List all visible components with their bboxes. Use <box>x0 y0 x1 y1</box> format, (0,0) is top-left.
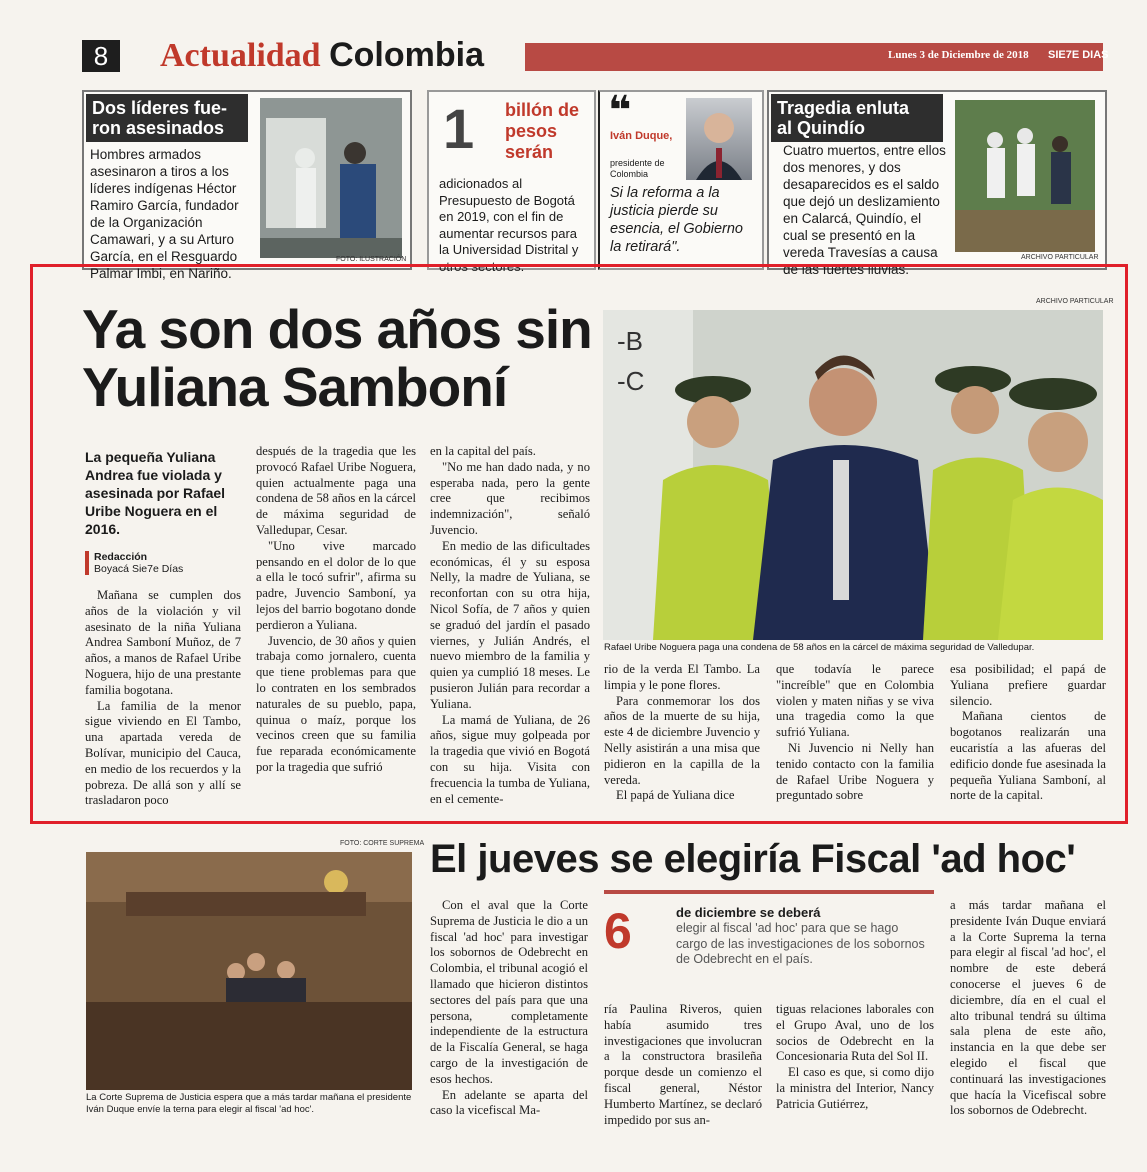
quote-speaker: Iván Duque, <box>610 130 673 142</box>
main-photo-credit: ARCHIVO PARTICULAR <box>1036 298 1114 305</box>
forensic-scene-image <box>260 98 402 258</box>
main-col-5 <box>776 662 934 804</box>
quote-text: Si la reforma a la justicia pierde su esencia, el Gobierno la retirará". <box>610 185 743 255</box>
main-col-2-paragraph: después de la tragedia que les provocó Rafael Uribe Noguera, quien actualmente paga una condena de 58 años en la cárcel de máxima seguridad de Valledupar, Cesar. <box>256 444 416 537</box>
section-title-first: Actualidad <box>160 37 321 74</box>
main-col-2-paragraph: Juvencio, de 30 años y quien trabaja como jornalero, cuenta que tiene problemas para que lo contraten en los sembrados naturales de su pueblo, papa, quinua o maíz, porque los vecinos creen que su familia fue reparada económicamente por la tragedia que sufrió <box>256 633 416 774</box>
page-number: 8 <box>82 40 120 72</box>
bottom-col-4 <box>950 898 1106 1119</box>
supreme-court-photo-image <box>86 852 412 1090</box>
byline <box>94 551 183 575</box>
main-col-3-paragraph: La mamá de Yuliana, de 26 años, sigue muy golpeada por la tragedia que vivió en Bogotá con su hija. Visita con frecuencia la tumba de Yuliana, en el cemente- <box>430 712 590 806</box>
brief-lideres-photo <box>260 98 402 258</box>
brief-quote-box <box>598 90 764 270</box>
main-col-4-paragraph: El papá de Yuliana dice <box>616 788 735 803</box>
brief-lideres-title <box>86 94 248 142</box>
bottom-headline: El jueves se elegiría Fiscal 'ad hoc' <box>430 837 1076 881</box>
fact-bold: de diciembre se deberá <box>676 905 821 920</box>
brief-lideres-photo-credit: FOTO: ILUSTRACIÓN <box>336 256 407 263</box>
brief-presupuesto-highlight: billón de pesos serán <box>505 100 579 162</box>
bottom-col-3 <box>776 1002 934 1113</box>
main-col-2 <box>256 444 416 776</box>
section-title-second: Colombia <box>329 36 484 74</box>
quote-mark-icon: ❝ <box>608 89 632 133</box>
bottom-col-3-paragraph: El caso es que, si como dijo la ministra del Interior, Nancy Patricia Gutiérrez, <box>776 1065 934 1111</box>
brief-presupuesto-box <box>427 90 596 274</box>
main-col-6-paragraph: Mañana cientos de bogotanos realizarán una eucaristía a las afueras del edificio donde fue asesinada la pequeña Yuliana Samboní, al norte de la capital. <box>950 709 1106 803</box>
brief-presupuesto-text: adicionados al Presupuesto de Bogotá en 2019, con el fin de aumentar recursos para la Universidad Distrital y otros sectores. <box>439 176 579 274</box>
main-col-4-paragraph: Para conmemorar los dos años de la muerte de su hija, este 4 de diciembre Juvencio y Nelly asistirán a una misa que pidieron en la capilla de la vereda. <box>604 693 760 787</box>
svg-text:-B: -B <box>617 326 643 356</box>
svg-text:-C: -C <box>617 366 645 396</box>
bottom-col-1 <box>430 898 588 1119</box>
fact-text: elegir al fiscal 'ad hoc' para que se hago cargo de las investigaciones de los sobornos de Odebrecht en el país. <box>676 921 925 966</box>
main-col-2-paragraph: "Uno vive marcado pensando en el dolor de lo que a ella le tocó sufrir", afirma su padre, Juvencio Samboní, ya lejos del barrio bogotano donde perdieron a Yuliana. <box>256 538 416 632</box>
main-col-1-paragraph: La familia de la menor sigue viviendo en El Tambo, una apartada vereda de Bolívar, municipio del Cauca, en medio de los recuerdos y la pobreza. De allá son y allí se trasladaron poco <box>85 698 241 808</box>
brief-lideres-title-line1: Dos líderes fue- <box>92 98 228 118</box>
bottom-col-3-paragraph: tiguas relaciones laborales con el Grupo Aval, uno de los socios de Odebrecht en la Concesionaria Ruta del Sol II. <box>776 1002 934 1064</box>
main-col-3-paragraph: En medio de las dificultades económicas, él y su esposa Nelly, la madre de Yuliana, se reconfortan con su otra hija, Nicol Sofía, de 7 años y quien se graduó del jardín el pasado viernes, y Julián Andrés, el nuevo miembro de la familia y quien ya cumplió 18 meses. Le pusieron Julián para recordar a Yuliana. <box>430 538 590 711</box>
main-headline-line1: Ya son dos años sin <box>82 298 592 360</box>
brief-lideres-title-line2: ron asesinados <box>92 118 225 138</box>
arrest-photo-image <box>603 310 1103 640</box>
main-headline-line2: Yuliana Samboní <box>82 356 508 418</box>
rescue-scene-image <box>955 100 1095 252</box>
main-deck: La pequeña Yuliana Andrea fue violada y asesinada por Rafael Uribe Noguera en el 2016. <box>85 449 226 537</box>
bottom-photo <box>86 852 412 1090</box>
main-col-5-paragraph: que todavía le parece "increíble" que en Colombia violen y maten niñas y se viva una tragedia como la que sufrió Yuliana. <box>776 662 934 740</box>
bottom-col-2 <box>604 1002 762 1128</box>
header-brand: SIE7E DIAS <box>1048 49 1109 61</box>
byline-label: Redacción <box>94 551 148 563</box>
brief-quindio-text: Cuatro muertos, entre ellos dos menores, y dos desaparecidos es el saldo que dejó un deslizamiento en Calarcá, Quindío, el cual se presentó en la vereda Travesías a causa de las fuertes lluvias. <box>783 143 946 277</box>
main-col-3 <box>430 444 590 807</box>
bottom-col-1-paragraph: En adelante se aparta del caso la vicefiscal Ma- <box>430 1087 588 1118</box>
brief-quindio-photo <box>955 100 1095 252</box>
main-col-6-paragraph: esa posibilidad; el papá de Yuliana prefiere guardar silencio. <box>950 662 1106 708</box>
main-headline <box>82 300 592 416</box>
main-col-3-paragraph: en la capital del país. <box>430 444 536 458</box>
bottom-col-4-paragraph: a más tardar mañana el presidente Iván Duque enviará a la Corte Suprema la terna para elegir al fiscal 'ad hoc', el nombre de este deberá conocerse el jueves 6 de diciembre, día en el cual el alto tribunal tendrá su última sala plena de este año, instancia en la que debe ser elegido el fiscal que continuará las investigaciones que hacía la Vicefiscal sobre los sobornos de Odebrecht. <box>950 898 1106 1118</box>
brief-quindio-photo-credit: ARCHIVO PARTICULAR <box>1021 254 1099 261</box>
bottom-photo-caption: La Corte Suprema de Justicia espera que a más tardar mañana el presidente Iván Duque envíe la terna para elegir al fiscal 'ad hoc'. <box>86 1092 412 1115</box>
quote-speaker-role: presidente de Colombia <box>610 158 665 179</box>
bottom-col-2-paragraph: ría Paulina Riveros, quien había asumido tres investigaciones que involucran a la constructora brasileña porque desde un comienzo el fiscal general, Néstor Humberto Martínez, se declaró impedido por sus an- <box>604 1002 762 1127</box>
brief-quindio-title-line2: al Quindío <box>777 118 865 138</box>
brief-presupuesto-number: 1 <box>443 97 475 160</box>
main-col-4 <box>604 662 760 804</box>
speaker-portrait <box>686 98 752 180</box>
fact-number: 6 <box>604 903 632 959</box>
fact-rule <box>604 890 934 894</box>
speaker-portrait-image <box>686 98 752 180</box>
brief-quindio-box <box>767 90 1107 277</box>
main-col-1 <box>85 588 241 809</box>
byline-marker <box>85 551 89 575</box>
main-col-3-paragraph: "No me han dado nada, y no esperaba nada, pero la gente cree que recibimos indemnización", señaló Juvencio. <box>430 459 590 537</box>
main-photo-caption: Rafael Uribe Noguera paga una condena de 58 años en la cárcel de máxima seguridad de Valledupar. <box>604 642 1035 653</box>
main-photo <box>603 310 1103 640</box>
brief-lideres-text: Hombres armados asesinaron a tiros a los líderes indígenas Héctor Ramiro García, fundador de la Organización Camawari, y a su Arturo García, en el Resguardo Palmar Imbi, en Nariño. <box>90 147 239 281</box>
brief-quindio-title-line1: Tragedia enluta <box>777 98 910 118</box>
main-col-5-paragraph: Ni Juvencio ni Nelly han tenido contacto con la familia de Rafael Uribe Noguera y preguntado sobre <box>776 740 934 803</box>
section-title <box>160 36 484 75</box>
header-date: Lunes 3 de Diciembre de 2018 <box>888 49 1029 61</box>
main-col-6 <box>950 662 1106 804</box>
main-col-4-paragraph: rio de la verda El Tambo. La limpia y le pone flores. <box>604 662 760 692</box>
brief-lideres-box <box>82 90 412 281</box>
brief-quindio-title <box>771 94 943 142</box>
byline-source: Boyacá Sie7e Días <box>94 563 184 575</box>
main-col-1-paragraph: Mañana se cumplen dos años de la violación y vil asesinato de la niña Yuliana Andrea Samboní Muñoz, de 7 años, a manos de Rafael Uribe Noguera, hijo de una prestante familia bogotana. <box>85 588 241 697</box>
bottom-photo-credit: FOTO: CORTE SUPREMA <box>340 840 425 847</box>
bottom-col-1-paragraph: Con el aval que la Corte Suprema de Justicia le dio a un fiscal 'ad hoc' para investigar los sobornos de Odebrecht en Colombia, el tribunal acogió el llamado que hicieron distintos sectores del país para que una persona, completamente independiente de la estructura de la Fiscalía General, se haga cargo de la investigación de esos hechos. <box>430 898 588 1086</box>
